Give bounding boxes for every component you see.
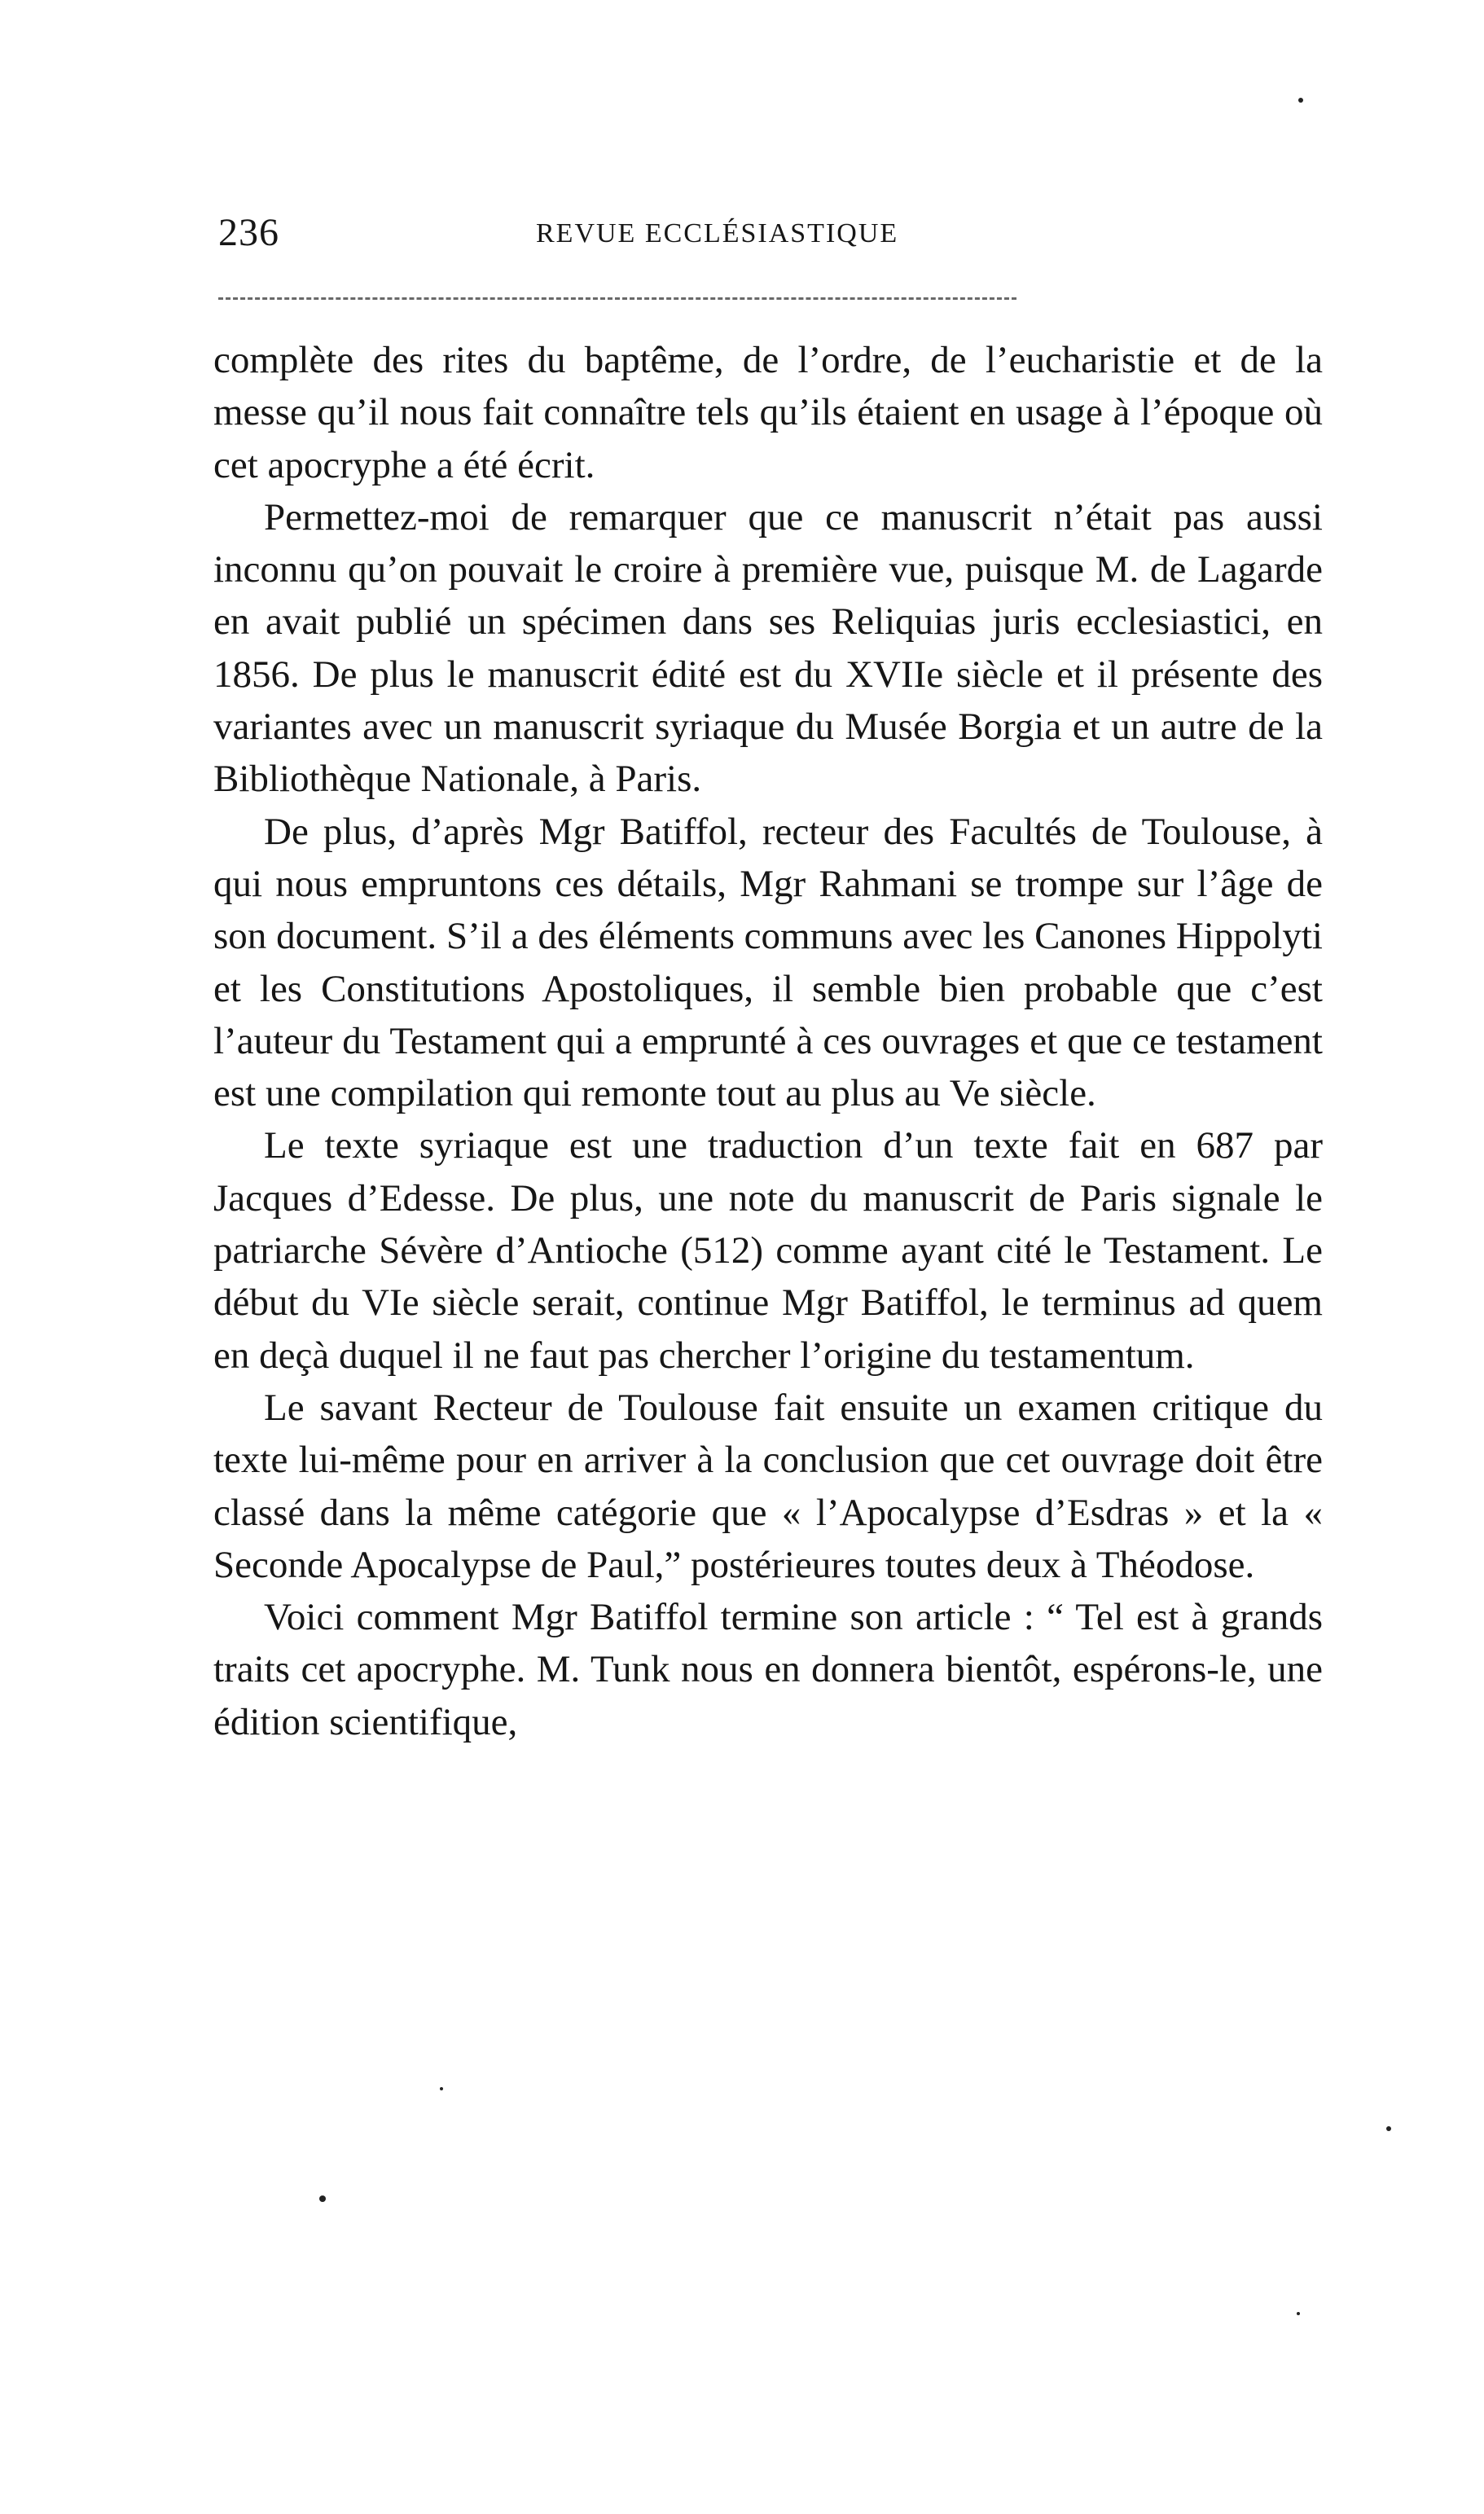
scan-speck xyxy=(319,2195,326,2202)
header-rule xyxy=(218,297,1016,300)
paragraph-5: Le savant Recteur de Toulouse fait ensuite un examen critique du texte lui-même pour en arriver à la conclusion que cet ouvrage doit être classé dans la même catégorie que « l’Apocalypse d’Esdras » et la « Seconde Apocalypse de Paul,” postérieures toutes deux à Théodose. xyxy=(213,1386,1323,1586)
paragraph-4: Le texte syriaque est une traduction d’un texte fait en 687 par Jacques d’Edesse. De plus, une note du manuscrit de Paris signale le patriarche Sévère d’Antioche (512) comme ayant cité le Testament. Le début du VIe siècle serait, continue Mgr Batiffol, le terminus ad quem en deçà duquel il ne faut pas chercher l’origine du testamentum. xyxy=(213,1124,1323,1377)
running-head: REVUE ECCLÉSIASTIQUE xyxy=(536,218,899,248)
scan-speck xyxy=(1297,2312,1300,2315)
paragraph-6: Voici comment Mgr Batiffol termine son article : “ Tel est à grands traits cet apocryphe. M. Tunk nous en donnera bientôt, espérons-le, une édition scientifique, xyxy=(213,1596,1323,1743)
scan-speck xyxy=(1386,2126,1391,2131)
body-text xyxy=(213,334,1323,1748)
page-number: 236 xyxy=(218,211,279,254)
paragraph-3: De plus, d’après Mgr Batiffol, recteur des Facultés de Toulouse, à qui nous empruntons ces détails, Mgr Rahmani se trompe sur l’âge de son document. S’il a des éléments communs avec les Canones Hippolyti et les Constitutions Apostoliques, il semble bien probable que c’est l’auteur du Testament qui a emprunté à ces ouvrages et que ce testament est une compilation qui remonte tout au plus au Ve siècle. xyxy=(213,810,1323,1115)
paragraph-1: complète des rites du baptême, de l’ordre, de l’eucharistie et de la messe qu’il nous fait connaître tels qu’ils étaient en usage à l’époque où cet apocryphe a été écrit. xyxy=(213,339,1323,486)
scan-speck xyxy=(440,2087,443,2090)
page-header xyxy=(218,210,1318,267)
scan-speck xyxy=(1298,98,1303,103)
paragraph-2: Permettez-moi de remarquer que ce manuscrit n’était pas aussi inconnu qu’on pouvait le croire à première vue, puisque M. de Lagarde en avait publié un spécimen dans ses Reliquias juris ecclesiastici, en 1856. De plus le manuscrit édité est du XVIIe siècle et il présente des variantes avec un manuscrit syriaque du Musée Borgia et un autre de la Bibliothèque Nationale, à Paris. xyxy=(213,495,1323,801)
